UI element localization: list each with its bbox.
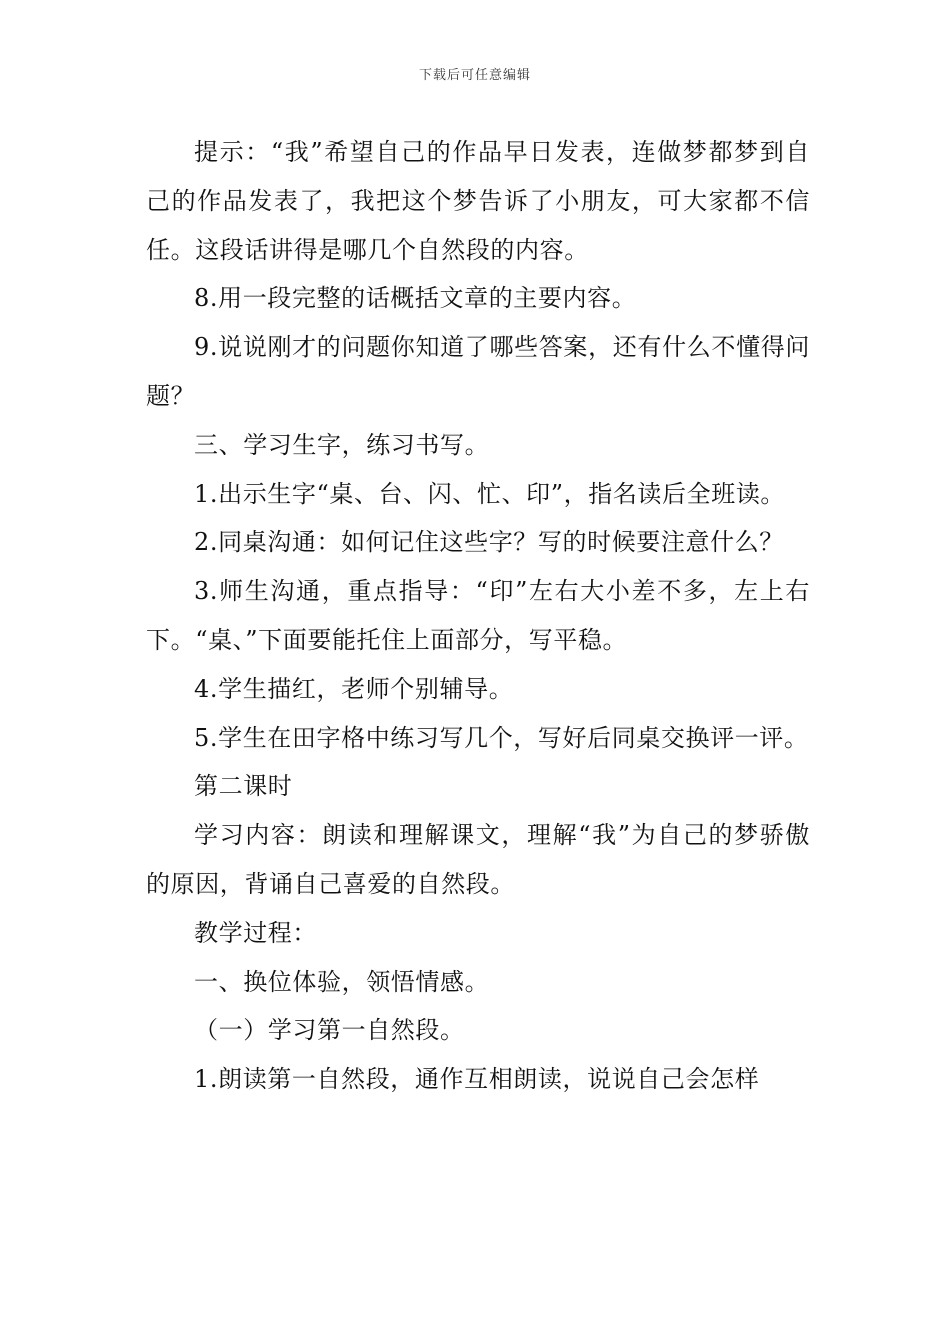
paragraph-item-8: 8.用一段完整的话概括文章的主要内容。 (194, 284, 637, 313)
document-body (146, 128, 810, 1104)
paragraph-step-5: 5.学生在田字格中练习写几个，写好后同桌交换评一评。 (194, 723, 809, 752)
process-heading: 教学过程： (194, 918, 317, 947)
page-header: 下载后可任意编辑 (418, 68, 531, 83)
paragraph-item-9: 9.说说刚才的问题你知道了哪些答案，还有什么不懂得问题？ (146, 333, 810, 410)
section-heading-1: 一、换位体验，领悟情感。 (194, 967, 490, 996)
lesson-heading: 第二课时 (194, 772, 293, 801)
paragraph-step-4: 4.学生描红，老师个别辅导。 (194, 674, 514, 703)
paragraph-step-2: 2.同桌沟通：如何记住这些字？写的时候要注意什么？ (194, 528, 784, 557)
paragraph-reading-step-1: 1.朗读第一自然段，通作互相朗读，说说自己会怎样 (194, 1065, 760, 1094)
paragraph-content: 学习内容：朗读和理解课文，理解“我”为自己的梦骄傲的原因，背诵自己喜爱的自然段。 (146, 821, 810, 898)
paragraph-step-3: 3.师生沟通，重点指导：“印”左右大小差不多，左上右下。“桌、”下面要能托住上面部分，写平稳。 (146, 577, 810, 654)
paragraph-hint: 提示：“我”希望自己的作品早日发表，连做梦都梦到自己的作品发表了，我把这个梦告诉了小朋友，可大家都不信任。这段话讲得是哪几个自然段的内容。 (146, 138, 810, 264)
paragraph-step-1: 1.出示生字“桌、台、闪、忙、印”，指名读后全班读。 (194, 479, 786, 508)
subsection-heading-1: （一）学习第一自然段。 (194, 1016, 465, 1045)
section-heading-3: 三、学习生字，练习书写。 (194, 430, 490, 459)
